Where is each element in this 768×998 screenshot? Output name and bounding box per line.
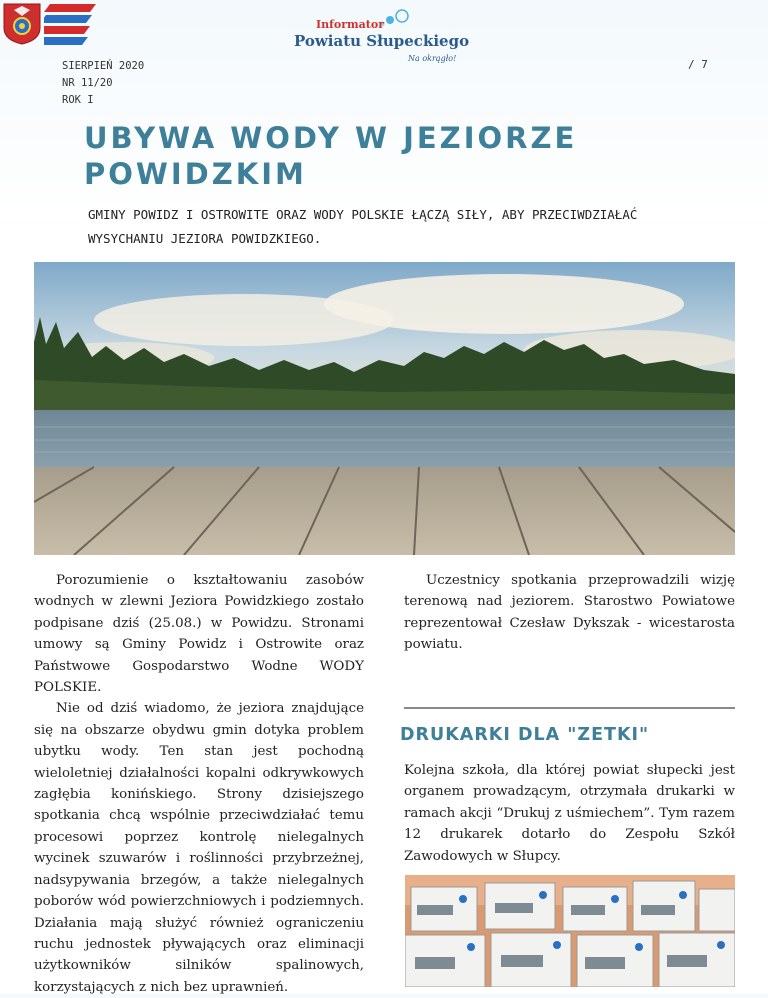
- article-paragraph: Uczestnicy spotkania przeprowadzili wizję terenową nad jeziorem. Starostwo Powiatowe reprezentował Czesław Dykszak - wicestarosta powiatu.: [404, 573, 735, 653]
- printers-photo: [405, 875, 735, 987]
- issue-number: NR 11/20: [62, 77, 113, 89]
- article-column-left: [34, 570, 364, 998]
- article-paragraph: Porozumienie o kształtowaniu zasobów wodnych w zlewni Jeziora Powidzkiego zostało podpisane dziś (25.08.) w Powidzu. Stronami umowy są Gminy Powidz i Ostrowite oraz Państwowe Gospodarstwo Wodne WODY POLSKIE.: [34, 573, 364, 696]
- newsletter-logo: [290, 8, 480, 68]
- coat-of-arms-icon: [2, 2, 42, 46]
- article2-title: DRUKARKI DLA "ZETKI": [400, 725, 650, 745]
- article-column-right: [404, 570, 735, 656]
- article-title: UBYWA WODY W JEZIORZE POWIDZKIM: [84, 121, 578, 191]
- issue-year: ROK I: [62, 94, 94, 106]
- issue-info: [62, 58, 144, 109]
- lake-pier-photo: [34, 262, 735, 555]
- logo-tagline: Na okrągło!: [408, 54, 457, 63]
- logo-small-text: Informator: [316, 18, 384, 31]
- flag-stripes-icon: [44, 4, 96, 48]
- article2-body: Kolejna szkoła, dla której powiat słupecki jest organem prowadzącym, otrzymała drukarki w ramach akcji “Drukuj z uśmiechem”. Tym razem 12 drukarek dotarło do Zespołu Szkół Zawodowych w Słupcy.: [404, 763, 735, 864]
- article-paragraph: Nie od dziś wiadomo, że jeziora znajdujące się na obszarze obydwu gmin dotyka problem ubytku wody. Ten stan jest pochodną wieloletniej działalności kopalni odkrywkowych zagłębia konińskiego. Strony dzisiejszego spotkania chcą wspólnie przeciwdziałać temu procesowi poprzez kontrolę nielegalnych wycinek szuwarów i roślinności przybrzeżnej, nadsypywania brzegów, a także nielegalnych poborów wód powierzchniowych i podziemnych. Działania mają służyć również ograniczeniu ruchu jednostek pływających oraz eliminacji użytkowników silników spalinowych, korzystających z nich bez uprawnień.: [34, 701, 364, 995]
- logo-main-text: Powiatu Słupeckiego: [294, 32, 470, 50]
- page-number: / 7: [688, 58, 708, 71]
- article2-body-column: [404, 760, 735, 867]
- issue-date: SIERPIEŃ 2020: [62, 60, 145, 72]
- section-divider: [404, 707, 735, 709]
- article-lead: GMINY POWIDZ I OSTROWITE ORAZ WODY POLSKIE ŁĄCZĄ SIŁY, ABY PRZECIWDZIAŁAĆ WYSYCHANIU JEZIORA POWIDZKIEGO.: [88, 207, 638, 246]
